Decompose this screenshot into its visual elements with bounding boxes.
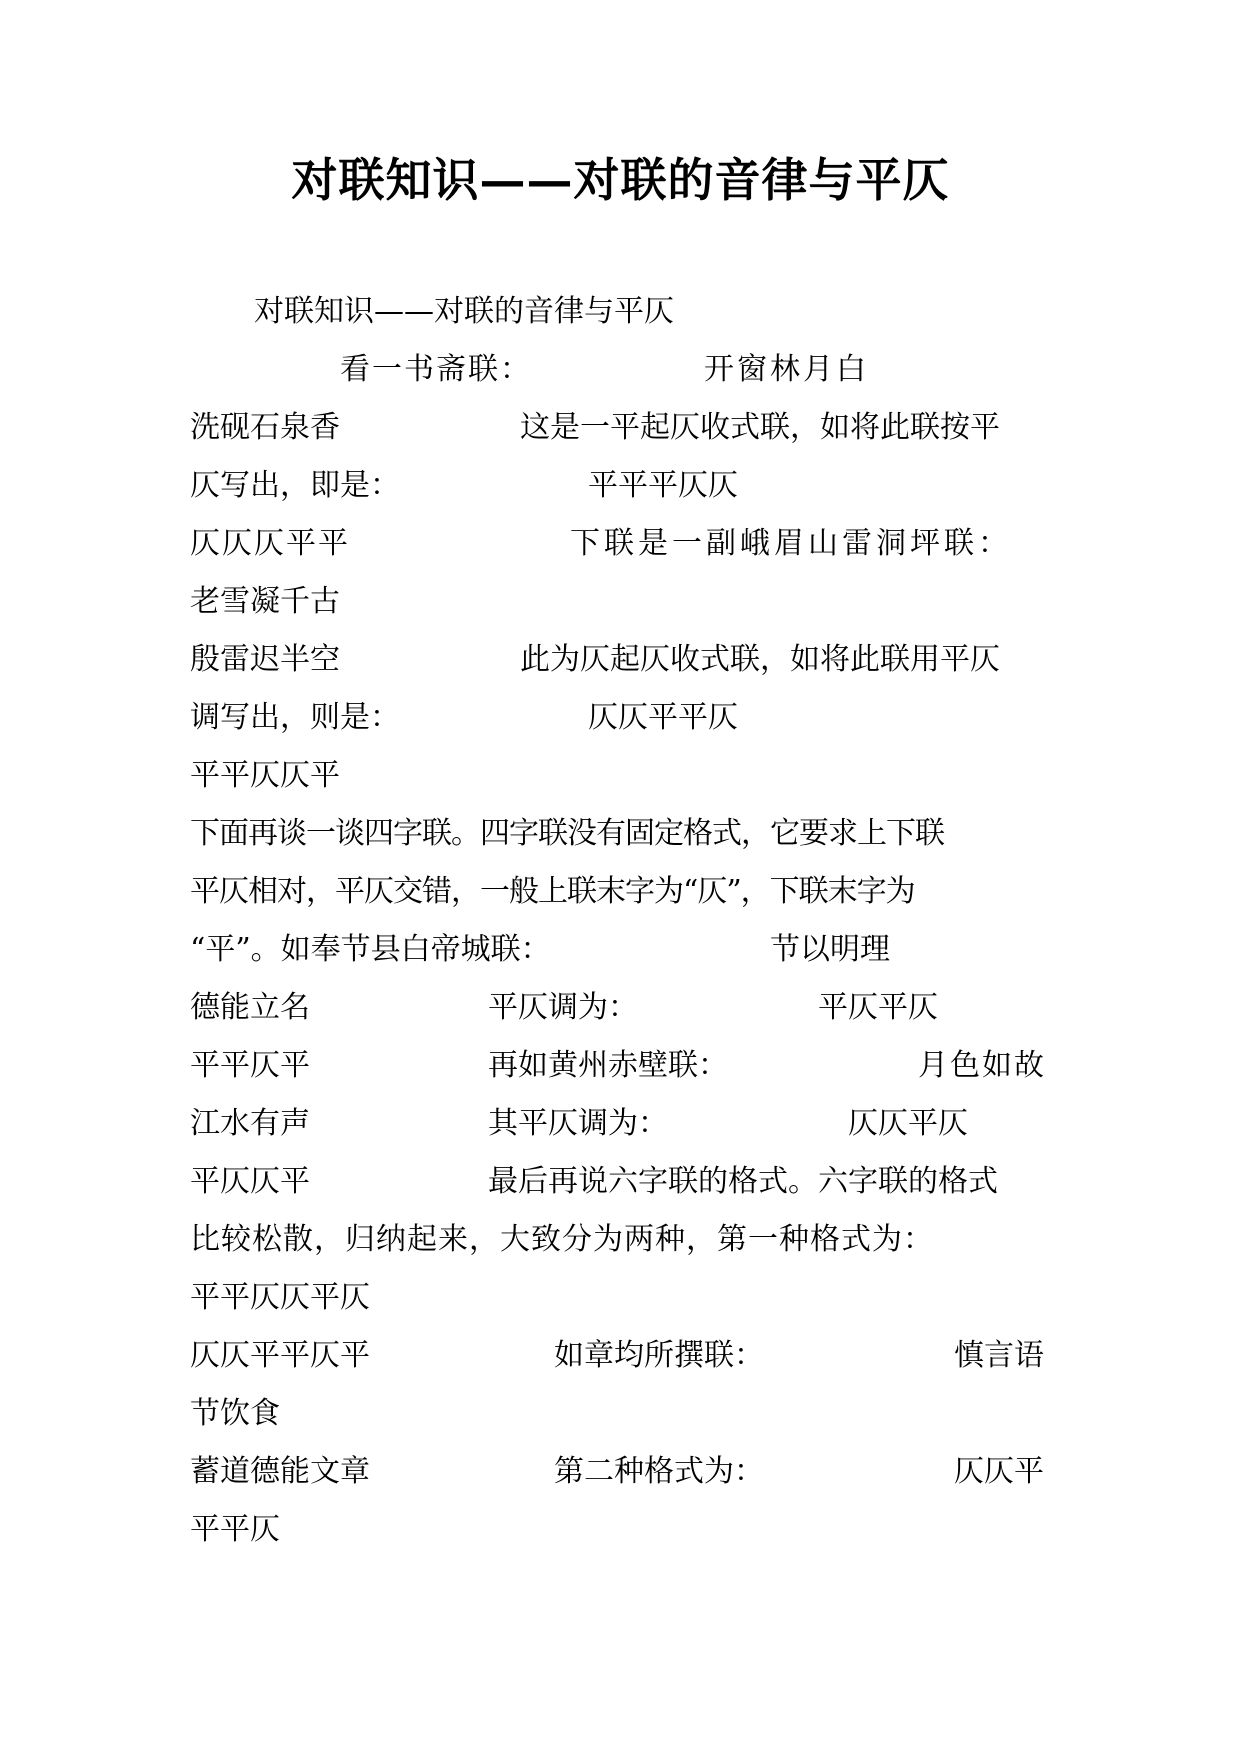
body-line xyxy=(190,1501,1050,1559)
text-segment: 开窗林月白 xyxy=(704,352,869,387)
text-segment: 殷雷迟半空 xyxy=(190,642,340,677)
text-segment: 平平平仄仄 xyxy=(588,468,738,503)
text-segment: 平仄仄平 xyxy=(190,1164,310,1199)
body-line xyxy=(190,1443,1050,1501)
text-segment: 其平仄调为： xyxy=(488,1106,668,1141)
body-line xyxy=(190,515,1050,573)
text-segment: 慎言语 xyxy=(954,1338,1044,1373)
body-line xyxy=(190,341,1050,399)
document-title: 对联知识——对联的音律与平仄 xyxy=(291,153,950,207)
text-segment: 江水有声 xyxy=(190,1106,310,1141)
text-segment: 此为仄起仄收式联，如将此联用平仄 xyxy=(520,642,1000,677)
text-segment: 平平仄平 xyxy=(190,1048,310,1083)
text-segment: 平仄平仄 xyxy=(818,990,938,1025)
text-segment: 洗砚石泉香 xyxy=(190,410,340,445)
text-segment: 再如黄州赤壁联： xyxy=(488,1048,728,1083)
text-segment: 节以明理 xyxy=(770,932,890,967)
body-line xyxy=(190,1037,1050,1095)
text-segment: “平”。如奉节县白帝城联： xyxy=(190,932,551,967)
text-segment: 老雪凝千古 xyxy=(190,584,340,619)
text-segment: 下面再谈一谈四字联。四字联没有固定格式，它要求上下联 xyxy=(190,816,944,851)
text-segment: 仄仄平仄 xyxy=(848,1106,968,1141)
body-line xyxy=(190,1095,1050,1153)
text-segment: 仄写出，即是： xyxy=(190,468,400,503)
text-segment: 德能立名 xyxy=(190,990,310,1025)
text-segment: 月色如故 xyxy=(918,1048,1046,1083)
text-segment: 第二种格式为： xyxy=(554,1454,764,1489)
text-segment: 平平仄仄平仄 xyxy=(190,1280,370,1315)
text-segment: 平平仄 xyxy=(190,1512,280,1547)
text-segment: 看一书斋联： xyxy=(340,352,532,387)
body-line xyxy=(190,631,1050,689)
body-line xyxy=(190,1211,1050,1269)
body-line xyxy=(190,1327,1050,1385)
body-line xyxy=(190,805,1050,863)
body-line xyxy=(190,689,1050,747)
body-line xyxy=(190,863,1050,921)
text-segment: 仄仄平 xyxy=(954,1454,1044,1489)
text-segment: 调写出，则是： xyxy=(190,700,400,735)
text-segment: 仄仄仄平平 xyxy=(190,526,350,561)
body-line xyxy=(190,457,1050,515)
text-segment: 平仄调为： xyxy=(488,990,638,1025)
text-segment: 蓄道德能文章 xyxy=(190,1454,370,1489)
body-line xyxy=(190,399,1050,457)
text-segment: 平仄相对，平仄交错，一般上联末字为“仄”，下联末字为 xyxy=(190,874,915,909)
text-segment: 这是一平起仄收式联，如将此联按平 xyxy=(520,410,1000,445)
body-line xyxy=(190,979,1050,1037)
body-line xyxy=(190,1269,1050,1327)
text-segment: 仄仄平平仄 xyxy=(588,700,738,735)
body-line xyxy=(190,283,1050,341)
text-segment: 仄仄平平仄平 xyxy=(190,1338,370,1373)
body-line xyxy=(190,921,1050,979)
text-segment: 最后再说六字联的格式。六字联的格式 xyxy=(488,1164,998,1199)
body-line xyxy=(190,747,1050,805)
text-segment: 比较松散，归纳起来，大致分为两种，第一种格式为： xyxy=(190,1222,934,1257)
text-segment: 平平仄仄平 xyxy=(190,758,340,793)
text-segment: 节饮食 xyxy=(190,1396,280,1431)
body-line xyxy=(190,1385,1050,1443)
text-segment: 对联知识——对联的音律与平仄 xyxy=(254,294,674,329)
body-line xyxy=(190,573,1050,631)
text-segment: 下联是一副峨眉山雷洞坪联： xyxy=(570,526,1012,561)
body-line xyxy=(190,1153,1050,1211)
text-segment: 如章均所撰联： xyxy=(554,1338,764,1373)
